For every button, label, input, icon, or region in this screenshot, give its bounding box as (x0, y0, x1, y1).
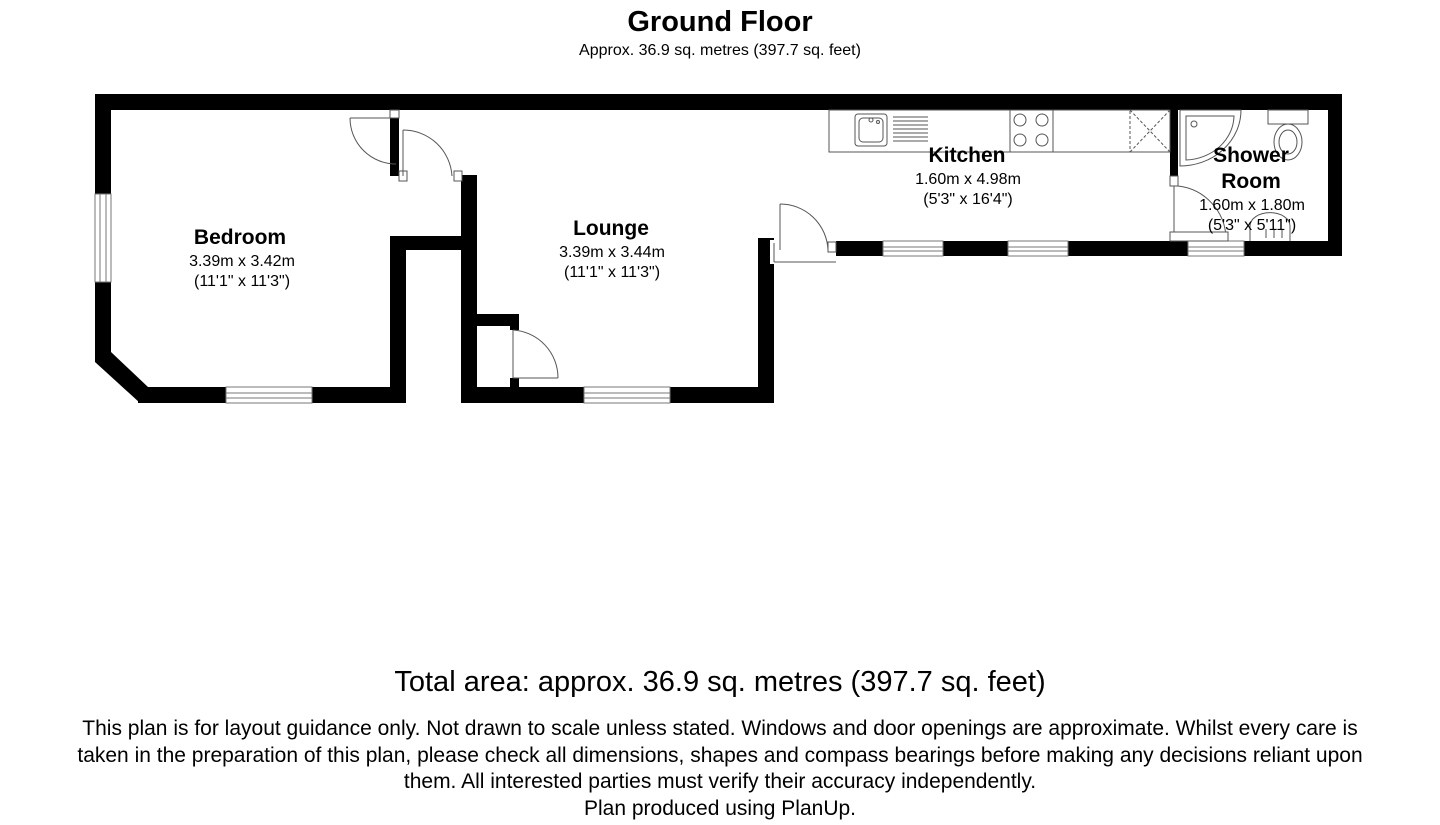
room-name: Bedroom (193, 226, 287, 249)
wall-cupboard-side (510, 326, 519, 330)
wall-shower-partition (1170, 110, 1178, 182)
disclaimer (0, 716, 1440, 822)
disclaimer-line: This plan is for layout guidance only. Not drawn to scale unless stated. Windows and door openings are approximate. Whilst every care is (82, 717, 1358, 740)
wall-top (95, 94, 1342, 110)
window-kitchen-2 (1008, 241, 1068, 256)
window-bedroom-bottom (226, 387, 312, 403)
room-name-line2: Room (1221, 170, 1281, 193)
wall-partition-e (461, 245, 477, 403)
window-kitchen-1 (883, 241, 943, 256)
floor-area-subtitle: Approx. 36.9 sq. metres (397.7 sq. feet) (579, 42, 861, 59)
door-passage (399, 130, 462, 181)
room-dims-metric: 1.60m x 4.98m (915, 171, 1021, 188)
window-lounge-bottom (584, 387, 670, 403)
wall-partition-c (461, 175, 477, 245)
room-dims-metric: 3.39m x 3.42m (189, 253, 295, 270)
wall-partition-d (390, 236, 406, 403)
floor-title: Ground Floor (627, 6, 813, 38)
door-cupboard (513, 330, 558, 378)
room-bedroom (189, 226, 295, 290)
wall-partition-a (390, 110, 399, 176)
window-shower (1188, 241, 1244, 256)
room-name: Lounge (573, 217, 649, 240)
room-shower (1199, 144, 1305, 234)
room-dims-metric: 1.60m x 1.80m (1199, 197, 1305, 214)
room-dims-imperial: (11'1" x 11'3") (563, 264, 661, 281)
door-kitchen (770, 204, 836, 264)
disclaimer-line: them. All interested parties must verify their accuracy independently. (403, 770, 1037, 793)
room-labels (189, 144, 1305, 290)
room-dims-imperial: (5'3" x 5'11") (1207, 217, 1297, 234)
room-kitchen (915, 144, 1021, 208)
hob-icon (1010, 110, 1053, 152)
wall-cupboard-bottom (510, 378, 519, 387)
sink-icon (855, 114, 887, 146)
window-bedroom-left (95, 194, 111, 282)
room-name-line1: Shower (1213, 144, 1289, 167)
disclaimer-line: taken in the preparation of this plan, please check all dimensions, shapes and compass bearings before making any decisions reliant upon (77, 743, 1363, 767)
wall-right (1328, 94, 1342, 256)
total-area: Total area: approx. 36.9 sq. metres (397.7 sq. feet) (394, 666, 1046, 698)
room-dims-imperial: (11'1" x 11'3") (193, 273, 291, 290)
room-dims-metric: 3.39m x 3.44m (559, 244, 665, 261)
appliance-space-icon (1130, 110, 1170, 152)
room-dims-imperial: (5'3" x 16'4") (923, 191, 1013, 208)
drainer-icon (893, 117, 928, 141)
room-lounge (559, 217, 665, 281)
wall-cupboard-top (477, 314, 519, 326)
disclaimer-line: Plan produced using PlanUp. (583, 796, 856, 820)
room-name: Kitchen (928, 144, 1006, 167)
